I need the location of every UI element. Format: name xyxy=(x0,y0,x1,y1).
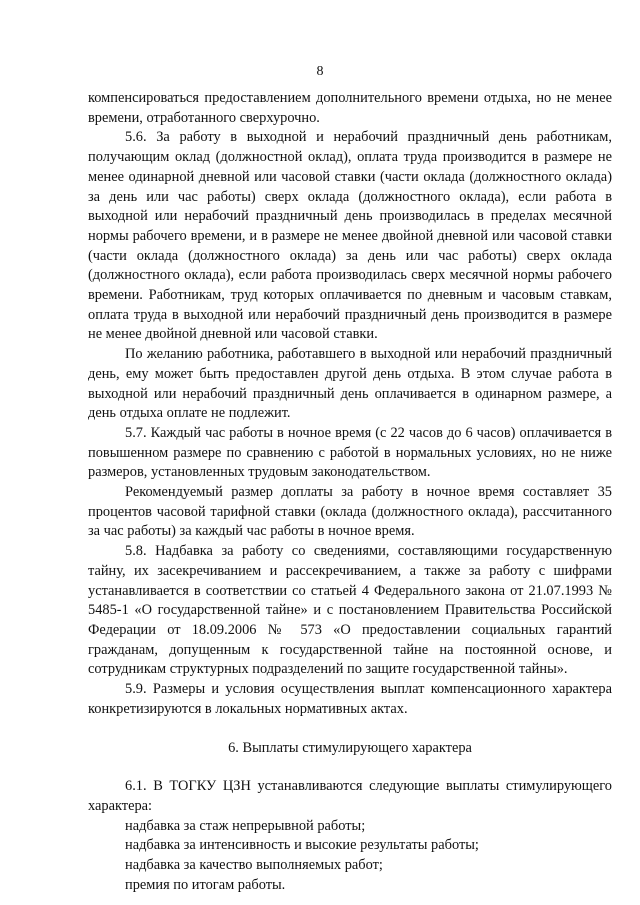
paragraph-5-6: 5.6. За работу в выходной и нерабочий праздничный день работникам, получающим оклад (должностной оклад), оплата труда производится в размере не менее одинарной дневной или часовой ставки (части оклада (должностного оклада) за день или час работы) сверх оклада (должностного оклада), если работа в выходной или нерабочий праздничный день производилась в пределах месячной нормы рабочего времени, и в размере не менее двойной дневной или часовой ставки (части оклада (должностного оклада) за день или час работы) сверх оклада (должностного оклада), если работа производилась сверх месячной нормы рабочего времени. Работникам, труд которых оплачивается по дневным и часовым ставкам, оплата труда в выходной или нерабочий праздничный день производится в размере не менее двойной дневной или часовой ставки. xyxy=(88,129,612,343)
list-item: премия по итогам работы. xyxy=(125,876,286,893)
document-body xyxy=(88,89,612,895)
paragraph-5-9: 5.9. Размеры и условия осуществления выплат компенсационного характера конкретизируются в локальных нормативных актах. xyxy=(88,681,612,717)
list-item: надбавка за стаж непрерывной работы; xyxy=(125,817,366,834)
paragraph-5-7: 5.7. Каждый час работы в ночное время (с 22 часов до 6 часов) оплачивается в повышенном размере по сравнению с работой в нормальных условиях, но не ниже размеров, установленных трудовым законодательством. xyxy=(88,424,612,481)
paragraph-6-1: 6.1. В ТОГКУ ЦЗН устанавливаются следующие выплаты стимулирующего характера: xyxy=(88,778,612,814)
paragraph-night-rate: Рекомендуемый размер доплаты за работу в ночное время составляет 35 процентов часовой тарифной ставки (оклада (должностного оклада), рассчитанного за час работы) за каждый час работы в ночное время. xyxy=(88,484,612,540)
paragraph-day-off: По желанию работника, работавшего в выходной или нерабочий праздничный день, ему может быть предоставлен другой день отдыха. В этом случае работа в выходной или нерабочий праздничный день оплачивается в одинарном размере, а день отдыха оплате не подлежит. xyxy=(88,346,612,422)
list-item: надбавка за интенсивность и высокие результаты работы; xyxy=(125,837,479,854)
paragraph-continuation: компенсироваться предоставлением дополнительного времени отдыха, но не менее времени, отработанного сверхурочно. xyxy=(88,90,612,126)
page-number: 8 xyxy=(316,64,324,79)
paragraph-5-8: 5.8. Надбавка за работу со сведениями, составляющими государственную тайну, их засекречиванием и рассекречиванием, а также за работу с шифрами устанавливается в соответствии со статьей 4 Федерального закона от 21.07.1993 № 5485-1 «О государственной тайне» и с постановлением Правительства Российской Федерации от 18.09.2006 № 573 «О предоставлении социальных гарантий гражданам, допущенным к государственной тайне на постоянной основе, и сотрудникам структурных подразделений по защите государственной тайны». xyxy=(88,543,612,678)
list-item: надбавка за качество выполняемых работ; xyxy=(125,857,383,874)
section-heading: 6. Выплаты стимулирующего характера xyxy=(228,739,472,756)
